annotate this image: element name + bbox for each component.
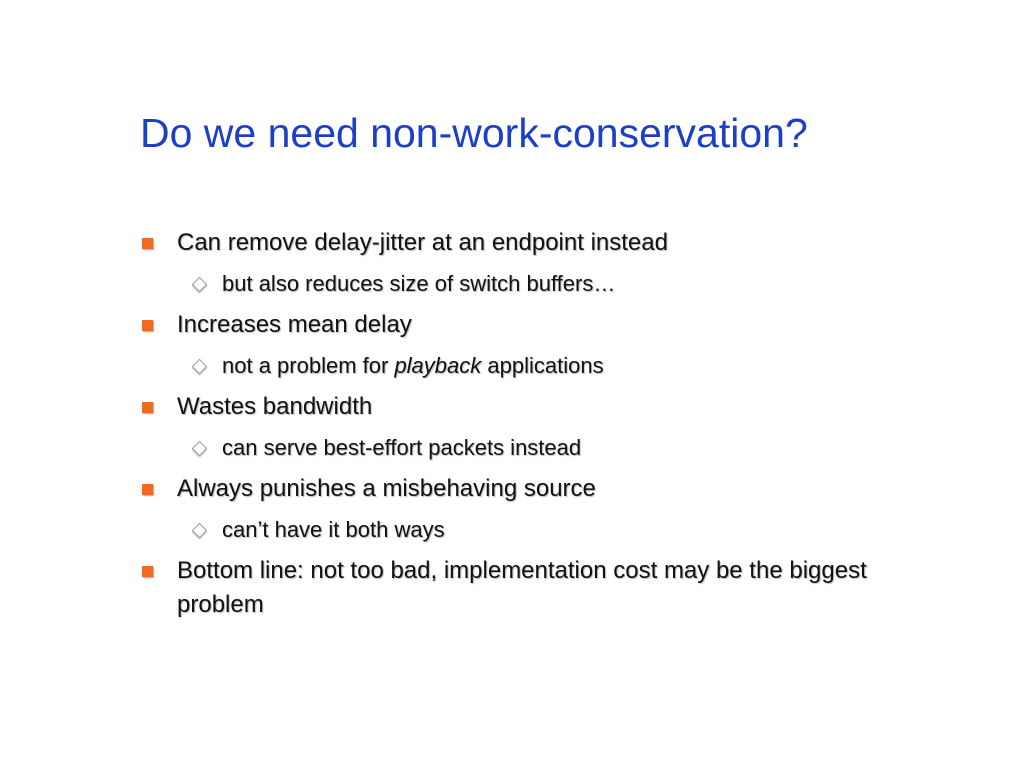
- bullet-text: Always punishes a misbehaving source: [177, 475, 596, 502]
- orange-square-bullet-icon: [142, 238, 153, 249]
- sub-bullet-text: can’t have it both ways: [222, 517, 445, 542]
- bullet-item: [140, 472, 920, 506]
- sub-bullet-item: [140, 431, 920, 465]
- sub-bullet-text: but also reduces size of switch buffers…: [222, 271, 616, 296]
- diamond-bullet-icon: [192, 359, 208, 375]
- sub-bullet-item: [140, 267, 920, 301]
- sub-bullet-text: can serve best-effort packets instead: [222, 435, 582, 460]
- sub-bullet-emphasis: playback: [394, 353, 482, 378]
- diamond-bullet-icon: [192, 277, 208, 293]
- orange-square-bullet-icon: [142, 566, 153, 577]
- orange-square-bullet-icon: [142, 320, 153, 331]
- sub-bullet-item: [140, 513, 920, 547]
- diamond-bullet-icon: [192, 441, 208, 457]
- bullet-item: [140, 390, 920, 424]
- bullet-item: [140, 308, 920, 342]
- sub-bullet-item: [140, 349, 920, 383]
- bullet-text: Can remove delay-jitter at an endpoint instead: [177, 229, 668, 256]
- bullet-item: [140, 554, 920, 622]
- bullet-item: [140, 226, 920, 260]
- bullet-text: Bottom line: not too bad, implementation cost may be the biggest problem: [177, 557, 867, 618]
- bullet-text: Wastes bandwidth: [177, 393, 373, 420]
- sub-bullet-text-end: applications: [481, 353, 604, 378]
- orange-square-bullet-icon: [142, 402, 153, 413]
- sub-bullet-text-start: not a problem for: [222, 353, 395, 378]
- orange-square-bullet-icon: [142, 484, 153, 495]
- bullet-text: Increases mean delay: [177, 311, 412, 338]
- slide-title: Do we need non-work-conservation?: [140, 110, 808, 156]
- bullet-list: [140, 226, 920, 629]
- diamond-bullet-icon: [192, 523, 208, 539]
